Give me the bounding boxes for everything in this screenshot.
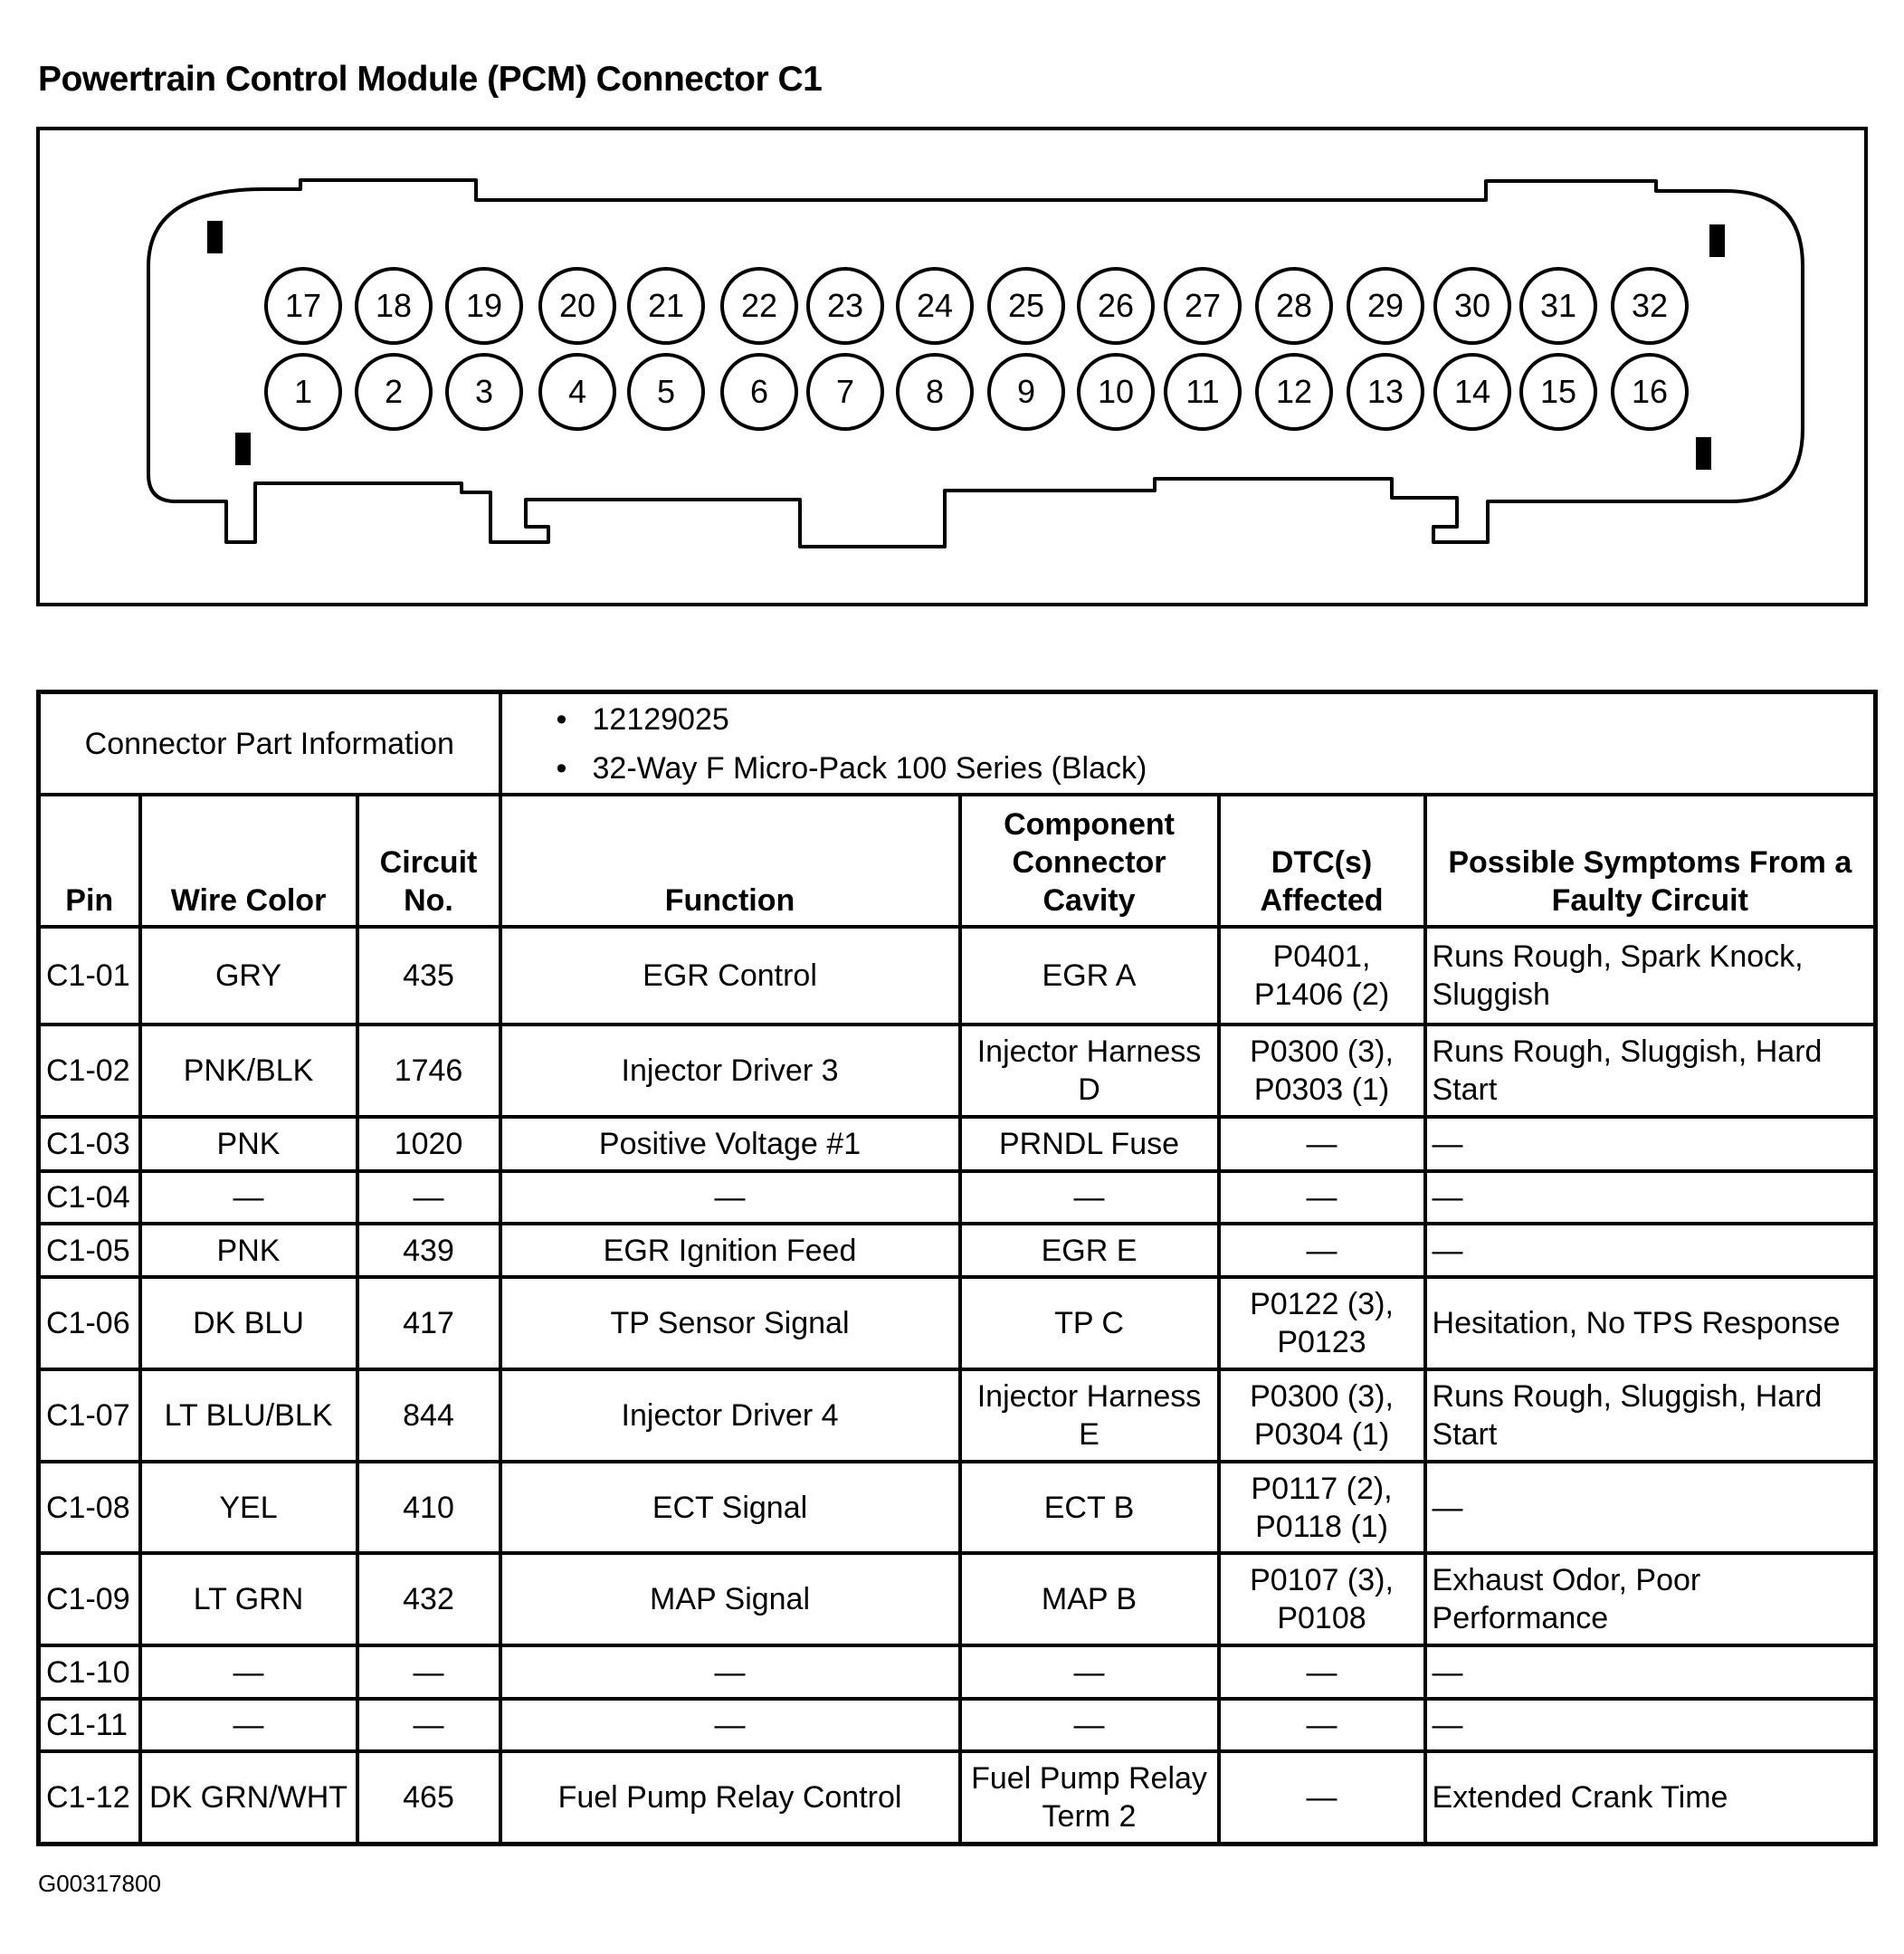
connector-pin <box>808 269 882 343</box>
table-row <box>39 1553 1876 1645</box>
connector-pin-number: 10 <box>1097 373 1135 410</box>
cell-circuit: — <box>357 1171 500 1225</box>
cell-wire-color: LT GRN <box>140 1553 357 1645</box>
connector-pin-number: 13 <box>1366 373 1404 410</box>
connector-pin <box>1348 355 1423 429</box>
connector-pin-number: 9 <box>1016 373 1036 410</box>
table-row <box>39 1751 1876 1844</box>
cell-function: — <box>500 1699 960 1752</box>
connector-pin <box>989 269 1063 343</box>
cell-wire-color: DK BLU <box>140 1277 357 1369</box>
connector-pin-number: 22 <box>740 287 778 324</box>
part-info-row <box>39 692 1876 796</box>
cell-circuit: — <box>357 1699 500 1752</box>
cell-function: EGR Control <box>500 927 960 1025</box>
connector-pin <box>266 269 340 343</box>
connector-pin <box>898 355 972 429</box>
cell-pin: C1-11 <box>39 1699 140 1752</box>
table-row <box>39 1462 1876 1554</box>
cell-dtc: — <box>1219 1699 1425 1752</box>
connector-pin <box>1166 269 1240 343</box>
cell-wire-color: GRY <box>140 927 357 1025</box>
cell-cavity: — <box>960 1171 1219 1225</box>
table-row <box>39 1645 1876 1699</box>
connector-face-diagram <box>40 130 1864 603</box>
cell-symptoms: — <box>1425 1224 1876 1277</box>
cell-wire-color: — <box>140 1171 357 1225</box>
cell-symptoms: Runs Rough, Sluggish, Hard Start <box>1425 1025 1876 1117</box>
cell-symptoms: — <box>1425 1462 1876 1554</box>
connector-pin-number: 31 <box>1539 287 1577 324</box>
cell-dtc: P0300 (3), P0303 (1) <box>1219 1025 1425 1117</box>
cell-pin: C1-12 <box>39 1751 140 1844</box>
table-row <box>39 927 1876 1025</box>
cell-dtc: P0401, P1406 (2) <box>1219 927 1425 1025</box>
cell-wire-color: — <box>140 1645 357 1699</box>
cell-cavity: EGR A <box>960 927 1219 1025</box>
col-header-function: Function <box>500 795 960 927</box>
connector-pin-number: 21 <box>647 287 685 324</box>
connector-diagram-frame <box>36 127 1868 606</box>
cell-circuit: — <box>357 1645 500 1699</box>
pin-assignment-table <box>36 690 1878 1846</box>
cell-circuit: 465 <box>357 1751 500 1844</box>
connector-pin <box>357 355 431 429</box>
cell-cavity: — <box>960 1699 1219 1752</box>
cell-function: ECT Signal <box>500 1462 960 1554</box>
cell-dtc: P0107 (3), P0108 <box>1219 1553 1425 1645</box>
cell-circuit: 439 <box>357 1224 500 1277</box>
cell-wire-color: — <box>140 1699 357 1752</box>
table-row <box>39 1117 1876 1171</box>
connector-pin-number: 27 <box>1184 287 1222 324</box>
table-row <box>39 1025 1876 1117</box>
cell-symptoms: Hesitation, No TPS Response <box>1425 1277 1876 1369</box>
cell-wire-color: PNK <box>140 1117 357 1171</box>
connector-pin <box>1521 269 1595 343</box>
connector-pin <box>629 355 703 429</box>
cell-function: Injector Driver 3 <box>500 1025 960 1117</box>
cell-symptoms: Extended Crank Time <box>1425 1751 1876 1844</box>
cell-cavity: TP C <box>960 1277 1219 1369</box>
cell-pin: C1-10 <box>39 1645 140 1699</box>
cell-circuit: 432 <box>357 1553 500 1645</box>
cell-cavity: Injector Harness D <box>960 1025 1219 1117</box>
col-header-dtc: DTC(s) Affected <box>1219 795 1425 927</box>
cell-symptoms: — <box>1425 1171 1876 1225</box>
connector-pin-number: 20 <box>558 287 596 324</box>
col-header-wire-color: Wire Color <box>140 795 357 927</box>
table-row <box>39 1369 1876 1462</box>
cell-wire-color: DK GRN/WHT <box>140 1751 357 1844</box>
connector-pin <box>722 355 796 429</box>
connector-pin <box>540 355 614 429</box>
cell-pin: C1-06 <box>39 1277 140 1369</box>
cell-circuit: 417 <box>357 1277 500 1369</box>
connector-pin-number: 19 <box>465 287 503 324</box>
polarization-key <box>235 433 251 465</box>
connector-pin <box>1521 355 1595 429</box>
connector-pin <box>447 269 521 343</box>
cell-circuit: 844 <box>357 1369 500 1462</box>
cell-wire-color: PNK <box>140 1224 357 1277</box>
cell-dtc: — <box>1219 1117 1425 1171</box>
connector-pin <box>540 269 614 343</box>
cell-symptoms: — <box>1425 1699 1876 1752</box>
cell-dtc: — <box>1219 1224 1425 1277</box>
connector-pin-number: 24 <box>916 287 954 324</box>
connector-pin <box>1435 355 1509 429</box>
page-title: Powertrain Control Module (PCM) Connector C1 <box>38 60 823 99</box>
cell-dtc: — <box>1219 1171 1425 1225</box>
connector-pin <box>447 355 521 429</box>
table-row <box>39 1171 1876 1225</box>
cell-circuit: 1746 <box>357 1025 500 1117</box>
cell-pin: C1-03 <box>39 1117 140 1171</box>
connector-pin-number: 3 <box>474 373 494 410</box>
col-header-cavity: Component Connector Cavity <box>960 795 1219 927</box>
cell-dtc: — <box>1219 1751 1425 1844</box>
connector-pin-number: 25 <box>1007 287 1045 324</box>
connector-pin <box>898 269 972 343</box>
table-row <box>39 1699 1876 1752</box>
connector-pin-number: 6 <box>749 373 769 410</box>
cell-pin: C1-08 <box>39 1462 140 1554</box>
connector-pin <box>1079 269 1153 343</box>
connector-pin-number: 16 <box>1631 373 1669 410</box>
cell-pin: C1-05 <box>39 1224 140 1277</box>
connector-pin <box>1166 355 1240 429</box>
polarization-key <box>1696 437 1711 470</box>
connector-pin-number: 17 <box>284 287 322 324</box>
cell-cavity: Injector Harness E <box>960 1369 1219 1462</box>
connector-pin <box>989 355 1063 429</box>
cell-function: Fuel Pump Relay Control <box>500 1751 960 1844</box>
cell-cavity: Fuel Pump Relay Term 2 <box>960 1751 1219 1844</box>
connector-pin-number: 8 <box>925 373 945 410</box>
connector-pin <box>1348 269 1423 343</box>
col-header-circuit: Circuit No. <box>357 795 500 927</box>
connector-pin <box>1257 355 1331 429</box>
connector-pin <box>629 269 703 343</box>
cell-function: — <box>500 1171 960 1225</box>
cell-cavity: — <box>960 1645 1219 1699</box>
connector-pin-number: 4 <box>567 373 587 410</box>
connector-pin-number: 14 <box>1453 373 1491 410</box>
cell-wire-color: PNK/BLK <box>140 1025 357 1117</box>
polarization-key <box>207 221 223 253</box>
table-row <box>39 1277 1876 1369</box>
part-description: • 32-Way F Micro-Pack 100 Series (Black) <box>557 744 1869 793</box>
cell-pin: C1-09 <box>39 1553 140 1645</box>
cell-symptoms: Runs Rough, Sluggish, Hard Start <box>1425 1369 1876 1462</box>
connector-pin-number: 2 <box>384 373 404 410</box>
connector-pin <box>266 355 340 429</box>
connector-pin-number: 5 <box>656 373 676 410</box>
cell-symptoms: — <box>1425 1645 1876 1699</box>
cell-symptoms: Runs Rough, Spark Knock, Sluggish <box>1425 927 1876 1025</box>
connector-pin-number: 28 <box>1275 287 1313 324</box>
connector-pin-number: 32 <box>1631 287 1669 324</box>
connector-pin-number: 1 <box>293 373 313 410</box>
cell-pin: C1-04 <box>39 1171 140 1225</box>
table-row <box>39 1224 1876 1277</box>
connector-pin-number: 18 <box>375 287 413 324</box>
col-header-pin: Pin <box>39 795 140 927</box>
connector-pin-number: 7 <box>835 373 855 410</box>
cell-function: — <box>500 1645 960 1699</box>
cell-dtc: — <box>1219 1645 1425 1699</box>
cell-function: TP Sensor Signal <box>500 1277 960 1369</box>
connector-pin <box>1079 355 1153 429</box>
connector-pin-number: 15 <box>1539 373 1577 410</box>
cell-pin: C1-01 <box>39 927 140 1025</box>
connector-pin-number: 29 <box>1366 287 1404 324</box>
connector-pin <box>1257 269 1331 343</box>
connector-pin <box>1613 269 1687 343</box>
connector-pin-number: 26 <box>1097 287 1135 324</box>
polarization-key <box>1709 224 1725 257</box>
col-header-symptoms: Possible Symptoms From a Faulty Circuit <box>1425 795 1876 927</box>
cell-circuit: 410 <box>357 1462 500 1554</box>
connector-pin-number: 11 <box>1185 373 1220 410</box>
figure-code: G00317800 <box>38 1870 161 1897</box>
cell-dtc: P0117 (2), P0118 (1) <box>1219 1462 1425 1554</box>
connector-pin <box>357 269 431 343</box>
cell-function: Positive Voltage #1 <box>500 1117 960 1171</box>
cell-cavity: EGR E <box>960 1224 1219 1277</box>
connector-pin <box>808 355 882 429</box>
cell-pin: C1-07 <box>39 1369 140 1462</box>
cell-pin: C1-02 <box>39 1025 140 1117</box>
table-header-row <box>39 795 1876 927</box>
cell-circuit: 435 <box>357 927 500 1025</box>
part-info-list <box>500 692 1876 796</box>
cell-dtc: P0122 (3), P0123 <box>1219 1277 1425 1369</box>
cell-function: EGR Ignition Feed <box>500 1224 960 1277</box>
cell-cavity: MAP B <box>960 1553 1219 1645</box>
part-info-label: Connector Part Information <box>39 692 500 796</box>
connector-pin <box>1613 355 1687 429</box>
cell-circuit: 1020 <box>357 1117 500 1171</box>
connector-pin-number: 23 <box>826 287 864 324</box>
connector-pin-number: 12 <box>1275 373 1313 410</box>
connector-pin <box>1435 269 1509 343</box>
cell-symptoms: — <box>1425 1117 1876 1171</box>
connector-pin-number: 30 <box>1453 287 1491 324</box>
cell-wire-color: LT BLU/BLK <box>140 1369 357 1462</box>
connector-pin <box>722 269 796 343</box>
cell-function: MAP Signal <box>500 1553 960 1645</box>
cell-cavity: ECT B <box>960 1462 1219 1554</box>
cell-function: Injector Driver 4 <box>500 1369 960 1462</box>
part-number: • 12129025 <box>557 695 1869 744</box>
cell-dtc: P0300 (3), P0304 (1) <box>1219 1369 1425 1462</box>
cell-cavity: PRNDL Fuse <box>960 1117 1219 1171</box>
cell-symptoms: Exhaust Odor, Poor Performance <box>1425 1553 1876 1645</box>
cell-wire-color: YEL <box>140 1462 357 1554</box>
